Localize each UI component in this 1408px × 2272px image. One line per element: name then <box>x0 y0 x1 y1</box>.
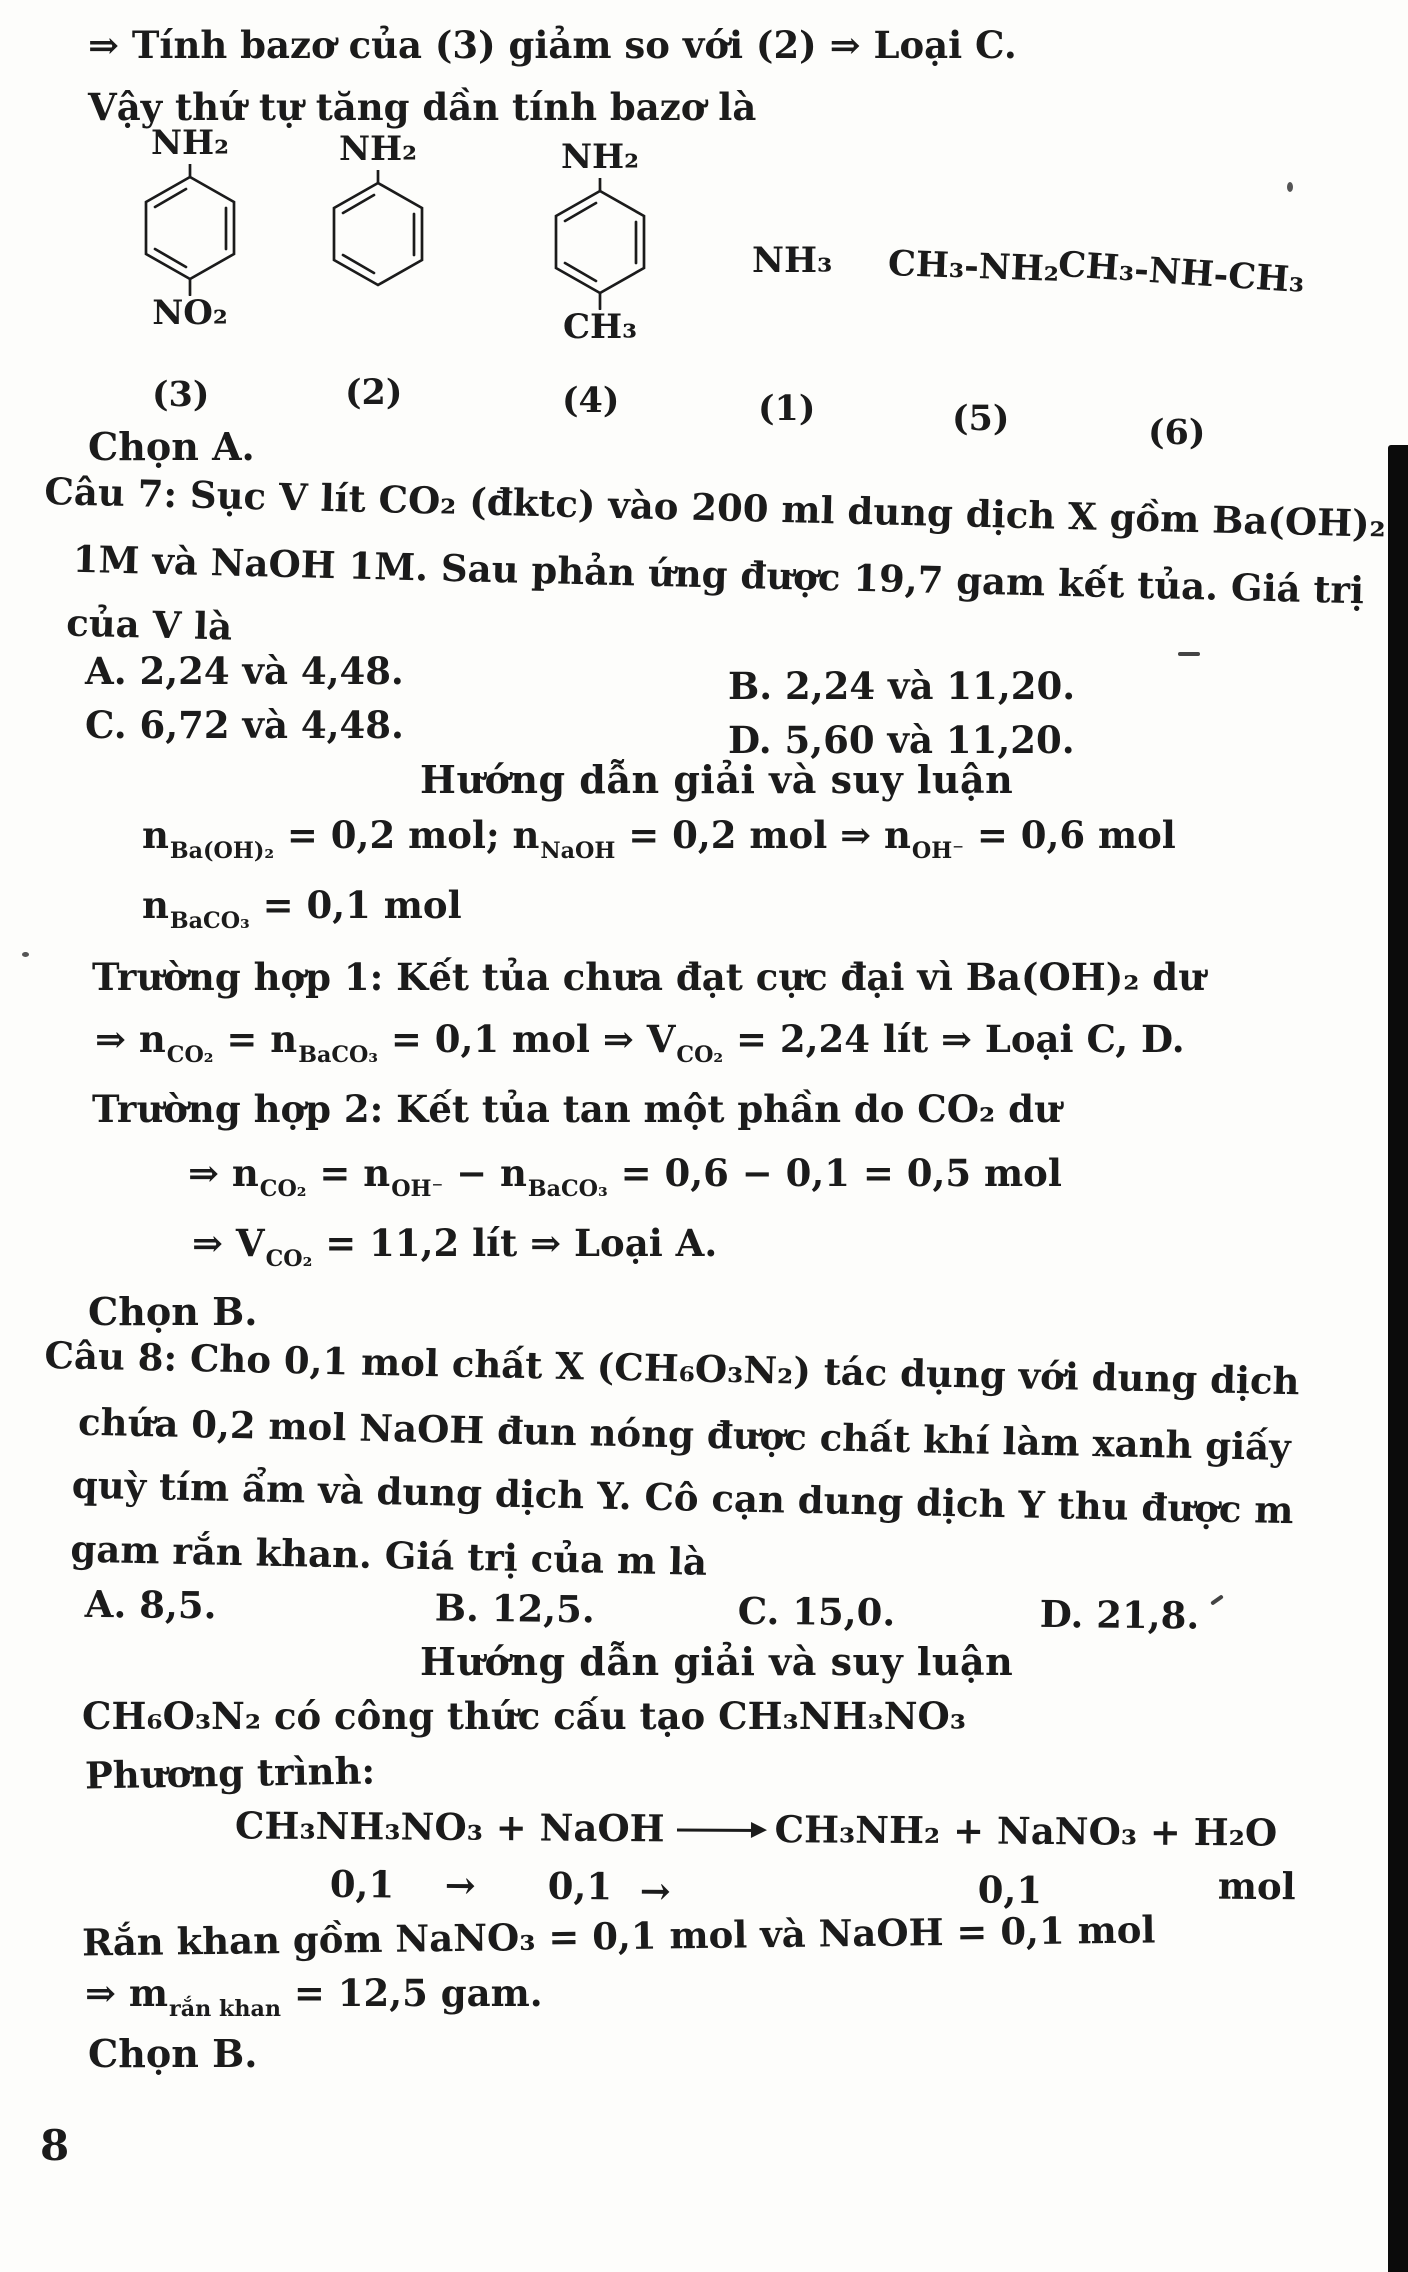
label-6: (6) <box>1148 412 1206 453</box>
cau8-option-a: A. 8,5. <box>84 1581 217 1628</box>
cau8-line-2: chứa 0,2 mol NaOH đun nóng được chất khí làm xanh giấy <box>77 1399 1292 1469</box>
structure-4 <box>520 137 680 347</box>
scan-speck <box>22 952 29 957</box>
cau8-formula-line: CH₆O₃N₂ có công thức cấu tạo CH₃NH₃NO₃ <box>82 1694 966 1738</box>
cau7-line-1: Câu 7: Sục V lít CO₂ (đktc) vào 200 ml dung dịch X gồm Ba(OH)₂ <box>43 469 1387 546</box>
phuong-trinh-label: Phương trình: <box>84 1748 376 1798</box>
amount-unit: mol <box>1217 1863 1296 1909</box>
cau7-line-3: của V là <box>65 600 233 649</box>
scan-black-bar <box>1388 445 1408 2272</box>
basicity-order-line: Vậy thứ tự tăng dần tính bazơ là <box>88 85 757 129</box>
cau8-option-b: B. 12,5. <box>434 1585 596 1632</box>
formula-nh3: NH₃ <box>752 240 833 281</box>
answer-chon-a: Chọn A. <box>88 424 255 469</box>
benzene-ring <box>548 178 652 310</box>
ring-label-4: (4) <box>562 380 620 421</box>
arrow-1: → <box>444 1862 477 1908</box>
arrow-2: → <box>639 1868 671 1913</box>
cau7-line-2: 1M và NaOH 1M. Sau phản ứng được 19,7 gam kết tủa. Giá trị <box>72 536 1365 612</box>
amount-1: 0,1 <box>329 1861 395 1907</box>
structure-3-top-group: NH₂ <box>150 123 230 163</box>
label-1: (1) <box>758 388 816 429</box>
benzene-ring <box>138 164 242 296</box>
cau8-guide-title: Hướng dẫn giải và suy luận <box>420 1639 1014 1684</box>
conclusion-line: ⇒ Tính bazơ của (3) giảm so với (2) ⇒ Loại C. <box>88 23 1017 67</box>
answer-chon-b-cau8: Chọn B. <box>88 2031 258 2076</box>
solid-residue-line: Rắn khan gồm NaNO₃ = 0,1 mol và NaOH = 0,1 mol <box>81 1907 1156 1965</box>
cau7-statement <box>41 469 1387 676</box>
cau7-case1-calc: ⇒ $n_{CO_2} = n_{BaCO_3} = 0,1$ mol ⇒ $V_{CO_2} = 2,24$ lít ⇒ Loại C, D. <box>95 1017 1185 1068</box>
amount-2: 0,1 <box>547 1863 613 1909</box>
scan-speck <box>1287 182 1293 192</box>
cau8-line-1: Câu 8: Cho 0,1 mol chất X (CH₆O₃N₂) tác dụng với dung dịch <box>44 1333 1300 1404</box>
label-5: (5) <box>952 398 1010 439</box>
cau7-case1-line: Trường hợp 1: Kết tủa chưa đạt cực đại vì Ba(OH)₂ dư <box>92 955 1206 999</box>
cau7-option-c: C. 6,72 và 4,48. <box>85 703 404 747</box>
cau7-case2-line: Trường hợp 2: Kết tủa tan một phần do CO₂ dư <box>92 1087 1061 1131</box>
cau8-option-c: C. 15,0. <box>737 1588 896 1635</box>
cau7-option-d: D. 5,60 và 11,20. <box>728 718 1075 762</box>
cau7-option-b: B. 2,24 và 11,20. <box>728 664 1076 708</box>
formula-dimethylamine: CH₃-NH-CH₃ <box>1056 243 1306 302</box>
reaction-equation: CH₃NH₃NO₃ + NaOH CH₃NH₂ + NaNO₃ + H₂O <box>234 1803 1278 1855</box>
structure-4-top-group: NH₂ <box>560 137 640 177</box>
page-number: 8 <box>40 2121 70 2170</box>
formula-methylamine: CH₃-NH₂ <box>887 243 1060 290</box>
cau7-case2-calc-1: ⇒ $n_{CO_2} = n_{OH^-} - n_{BaCO_3} = 0,6 - 0,1 = 0,5$ mol <box>188 1151 1062 1202</box>
amount-3: 0,1 <box>977 1867 1043 1913</box>
structure-4-bottom-group: CH₃ <box>562 306 638 347</box>
cau8-statement <box>40 1334 1375 1597</box>
cau8-line-3: quỳ tím ẩm và dung dịch Y. Cô cạn dung dịch Y thu được m <box>71 1462 1294 1533</box>
cau8-option-d: D. 21,8. <box>1039 1591 1200 1638</box>
answer-chon-b-cau7: Chọn B. <box>88 1289 258 1334</box>
structure-3 <box>110 123 270 333</box>
amounts-row <box>0 1860 1408 1913</box>
mass-result-line: ⇒ $m_{rắn khan} = 12,5$ gam. <box>85 1971 543 2022</box>
cau7-mole-line-1: $n_{Ba(OH)_2} = 0,2$ mol; $n_{NaOH} = 0,2$ mol ⇒ $n_{OH^-} = 0,6$ mol <box>142 813 1176 864</box>
structure-2 <box>298 129 458 288</box>
ring-label-3: (3) <box>152 374 210 415</box>
cau7-mole-line-2: $n_{BaCO_3} = 0,1$ mol <box>142 883 462 934</box>
structure-2-top-group: NH₂ <box>338 129 418 169</box>
ring-label-2: (2) <box>345 372 403 413</box>
scan-speck <box>1178 652 1200 656</box>
cau7-guide-title: Hướng dẫn giải và suy luận <box>420 757 1014 802</box>
cau8-line-4: gam rắn khan. Giá trị của m là <box>70 1526 708 1584</box>
structure-3-bottom-group: NO₂ <box>152 292 228 333</box>
scan-speck <box>1210 1594 1224 1605</box>
cau7-option-a: A. 2,24 và 4,48. <box>85 649 404 693</box>
benzene-ring <box>326 170 430 288</box>
cau7-case2-calc-2: ⇒ $V_{CO_2} = 11,2$ lít ⇒ Loại A. <box>192 1221 718 1272</box>
